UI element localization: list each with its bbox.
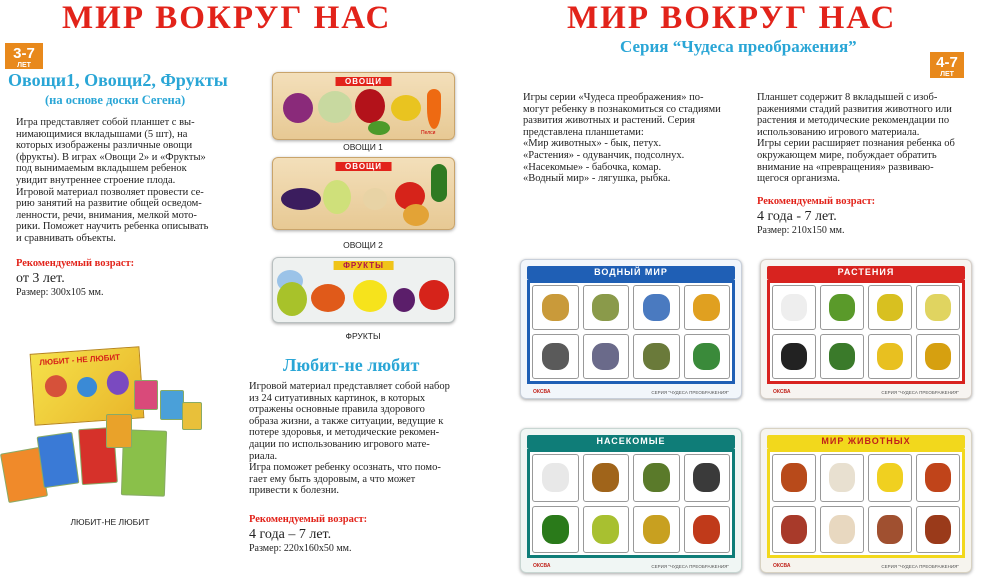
stage-cell[interactable] bbox=[916, 334, 960, 379]
text-line: использованию игрового материала. bbox=[757, 126, 920, 138]
caption-vegetables-2: ОВОЩИ 2 bbox=[343, 240, 383, 250]
text-line: нимающимися вкладышами (5 шт), на bbox=[16, 128, 188, 140]
stage-picture-icon bbox=[693, 463, 720, 492]
stage-cell[interactable] bbox=[583, 506, 630, 554]
stage-picture-icon bbox=[592, 294, 619, 322]
stage-cell[interactable] bbox=[868, 506, 912, 554]
product-size: Размер: 300х105 мм. bbox=[16, 287, 104, 298]
board-title: РАСТЕНИЯ bbox=[837, 267, 895, 277]
stage-cell[interactable] bbox=[820, 454, 864, 502]
board-title: МИР ЖИВОТНЫХ bbox=[821, 436, 911, 446]
stage-picture-icon bbox=[592, 343, 619, 371]
recommended-age-label: Рекомендуемый возраст: bbox=[757, 196, 876, 207]
text-line: «Мир животных» - бык, петух. bbox=[523, 138, 662, 150]
stage-cell[interactable] bbox=[532, 506, 579, 554]
stage-cell[interactable] bbox=[868, 285, 912, 330]
board-plants bbox=[760, 259, 972, 399]
text-line: ражениями стадий развития животного или bbox=[757, 103, 952, 115]
stage-picture-icon bbox=[829, 343, 854, 371]
product-description-vegetables bbox=[16, 117, 223, 245]
text-line: Игры серии расширяет познания ребенка об bbox=[757, 138, 955, 150]
stage-cell[interactable] bbox=[532, 334, 579, 379]
character-icon bbox=[76, 376, 97, 397]
stage-picture-icon bbox=[643, 343, 670, 371]
text-line: привести к болезни. bbox=[249, 485, 340, 497]
orange-icon bbox=[311, 284, 345, 312]
text-line: гает ему быть здоровым, а что может bbox=[249, 473, 416, 485]
stage-picture-icon bbox=[877, 463, 902, 492]
stage-cell[interactable] bbox=[583, 454, 630, 502]
beet-icon bbox=[283, 93, 313, 123]
stage-picture-icon bbox=[877, 294, 902, 322]
text-line: Игровой материал позволяет провести се- bbox=[16, 186, 204, 198]
stage-picture-icon bbox=[643, 515, 670, 544]
stage-cell[interactable] bbox=[633, 454, 680, 502]
right-page-title: МИР ВОКРУГ НАС bbox=[567, 0, 897, 36]
text-line: представлена планшетами: bbox=[523, 126, 644, 138]
character-icon bbox=[44, 374, 67, 397]
recommended-age-value: от 3 лет. bbox=[16, 271, 65, 286]
stage-cell[interactable] bbox=[868, 454, 912, 502]
stage-cell[interactable] bbox=[633, 506, 680, 554]
onion-icon bbox=[403, 204, 429, 226]
stage-picture-icon bbox=[781, 343, 806, 371]
stage-picture-icon bbox=[925, 463, 950, 492]
stage-picture-icon bbox=[542, 515, 569, 544]
caption-vegetables-1: ОВОЩИ 1 bbox=[343, 142, 383, 152]
stage-picture-icon bbox=[925, 515, 950, 544]
text-line: отражены основные правила здорового bbox=[249, 404, 425, 416]
stage-picture-icon bbox=[643, 294, 670, 322]
recommended-age-value: 4 года - 7 лет. bbox=[757, 209, 837, 224]
board-frame bbox=[527, 280, 735, 384]
board-vegetables-1 bbox=[272, 72, 455, 140]
badge-age: 3-7 bbox=[13, 45, 35, 62]
leek-icon bbox=[431, 164, 447, 202]
card bbox=[37, 432, 80, 489]
series-title: Серия “Чудеса преображения” bbox=[620, 37, 857, 56]
text-line: развития животных и растений. Серия bbox=[523, 115, 695, 127]
board-footer: СЕРИЯ "ЧУДЕСА ПРЕОБРАЖЕНИЯ" bbox=[881, 564, 959, 569]
apple-icon bbox=[419, 280, 449, 310]
text-line: Планшет содержит 8 вкладышей с изоб- bbox=[757, 92, 938, 103]
card bbox=[106, 414, 132, 448]
text-line: под вынимаемым вкладышем ребенок bbox=[16, 163, 187, 175]
board-vegetables-2 bbox=[272, 157, 455, 230]
cabbage-icon bbox=[318, 91, 352, 123]
board-footer: СЕРИЯ "ЧУДЕСА ПРЕОБРАЖЕНИЯ" bbox=[881, 390, 959, 395]
text-line: которых изображены различные овощи bbox=[16, 140, 193, 152]
card bbox=[182, 402, 202, 430]
board-title-bar bbox=[767, 266, 965, 280]
board-brand: ОКСВА bbox=[533, 389, 551, 395]
card bbox=[160, 390, 184, 420]
stage-picture-icon bbox=[542, 294, 569, 322]
text-line: потере здоровья, и методические рекомен- bbox=[249, 427, 440, 439]
board-footer: СЕРИЯ "ЧУДЕСА ПРЕОБРАЖЕНИЯ" bbox=[651, 390, 729, 395]
text-line: ленности, речи, внимания, мелкой мото- bbox=[16, 209, 197, 221]
card bbox=[134, 380, 158, 410]
cabbage-icon bbox=[323, 180, 351, 214]
board-brand: Пелси bbox=[421, 130, 436, 136]
text-line: рию занятий на развитие общей осведом- bbox=[16, 198, 202, 210]
stage-cell[interactable] bbox=[820, 506, 864, 554]
board-frame bbox=[527, 449, 735, 558]
stage-cell[interactable] bbox=[684, 334, 731, 379]
recommended-age-label: Рекомендуемый возраст: bbox=[16, 258, 135, 269]
text-line: окружающем мире, побуждает обратить bbox=[757, 149, 937, 161]
stage-cell[interactable] bbox=[820, 334, 864, 379]
stage-cell[interactable] bbox=[772, 285, 816, 330]
pepper-icon bbox=[391, 95, 421, 121]
board-brand: ОКСВА bbox=[773, 389, 791, 395]
text-line: «Растения» - одуванчик, подсолнух. bbox=[523, 149, 685, 161]
stage-cell[interactable] bbox=[684, 285, 731, 330]
board-brand: ОКСВА bbox=[533, 563, 551, 569]
stage-picture-icon bbox=[693, 515, 720, 544]
potato-icon bbox=[363, 188, 387, 210]
stage-cell[interactable] bbox=[772, 334, 816, 379]
stage-cell[interactable] bbox=[916, 285, 960, 330]
stage-cell[interactable] bbox=[868, 334, 912, 379]
text-line: и сравнивать объекты. bbox=[16, 232, 116, 244]
board-title-bar bbox=[767, 435, 965, 449]
product-size: Размер: 210х150 мм. bbox=[757, 225, 845, 236]
age-badge-left bbox=[5, 43, 43, 69]
stage-picture-icon bbox=[877, 515, 902, 544]
box-label: ЛЮБИТ - НЕ ЛЮБИТ bbox=[38, 352, 121, 368]
board-title-bar bbox=[527, 266, 735, 280]
board-fruits bbox=[272, 257, 455, 323]
text-line: Игра поможет ребенку осознать, что помо- bbox=[249, 462, 441, 474]
stage-picture-icon bbox=[693, 343, 720, 371]
product-heading-vegetables: Овощи1, Овощи2, Фрукты bbox=[8, 70, 228, 90]
stage-picture-icon bbox=[781, 463, 806, 492]
text-line: дации по использованию игрового мате- bbox=[249, 438, 430, 450]
text-line: (фрукты). В играх «Овощи 2» и «Фрукты» bbox=[16, 151, 206, 163]
plum-icon bbox=[393, 288, 415, 312]
stage-picture-icon bbox=[643, 463, 670, 492]
badge-age: 4-7 bbox=[936, 54, 958, 71]
stage-cell[interactable] bbox=[772, 506, 816, 554]
pear-icon bbox=[277, 282, 307, 316]
board-title-bar bbox=[527, 435, 735, 449]
text-line: растения и методические рекомендации по bbox=[757, 115, 950, 127]
carrot-icon bbox=[427, 89, 441, 129]
text-line: щегося организма. bbox=[757, 173, 840, 185]
stage-picture-icon bbox=[592, 515, 619, 544]
text-line: Игра представляет собой планшет с вы- bbox=[16, 117, 195, 128]
beetroot-icon bbox=[355, 89, 385, 123]
badge-unit: ЛЕТ bbox=[940, 71, 954, 78]
board-frame bbox=[767, 280, 965, 384]
product-subheading-vegetables: (на основе доски Сегена) bbox=[45, 93, 186, 107]
text-line: внимание на «превращения» развиваю- bbox=[757, 161, 934, 173]
recommended-age-value: 4 года – 7 лет. bbox=[249, 527, 332, 542]
caption-fruits: ФРУКТЫ bbox=[345, 331, 381, 341]
stage-cell[interactable] bbox=[633, 334, 680, 379]
text-line: Игры серии «Чудеса преображения» по- bbox=[523, 92, 704, 103]
stage-picture-icon bbox=[781, 515, 806, 544]
stage-cell[interactable] bbox=[916, 454, 960, 502]
board-strip: ОВОЩИ bbox=[335, 77, 392, 86]
caption-likes: ЛЮБИТ-НЕ ЛЮБИТ bbox=[70, 517, 150, 527]
stage-picture-icon bbox=[829, 463, 854, 492]
stage-picture-icon bbox=[693, 294, 720, 322]
stage-picture-icon bbox=[829, 294, 854, 322]
text-line: могут ребенку в познакомиться со стадиями bbox=[523, 103, 721, 115]
stage-picture-icon bbox=[542, 343, 569, 371]
stage-picture-icon bbox=[592, 463, 619, 492]
series-description-col1 bbox=[523, 92, 730, 185]
text-line: образа жизни, а также ситуации, ведущие к bbox=[249, 415, 444, 427]
badge-unit: ЛЕТ bbox=[17, 62, 31, 69]
stage-cell[interactable] bbox=[633, 285, 680, 330]
board-water-world bbox=[520, 259, 742, 399]
board-strip: ОВОЩИ bbox=[335, 162, 392, 171]
board-footer: СЕРИЯ "ЧУДЕСА ПРЕОБРАЖЕНИЯ" bbox=[651, 564, 729, 569]
recommended-age-label: Рекомендуемый возраст: bbox=[249, 514, 368, 525]
board-animal-world bbox=[760, 428, 972, 573]
product-size: Размер: 220х160х50 мм. bbox=[249, 543, 352, 554]
stage-picture-icon bbox=[781, 294, 806, 322]
stage-picture-icon bbox=[877, 343, 902, 371]
stage-cell[interactable] bbox=[772, 454, 816, 502]
game-box-photo bbox=[4, 350, 204, 510]
stage-picture-icon bbox=[829, 515, 854, 544]
stage-cell[interactable] bbox=[916, 506, 960, 554]
board-title: НАСЕКОМЫЕ bbox=[596, 436, 666, 446]
lemon-icon bbox=[353, 280, 387, 312]
character-icon bbox=[106, 370, 130, 395]
stage-picture-icon bbox=[542, 463, 569, 492]
text-line: Игровой материал представляет собой набор bbox=[249, 381, 450, 392]
series-description-col2 bbox=[757, 92, 967, 185]
stage-picture-icon bbox=[925, 343, 950, 371]
text-line: «Водный мир» - лягушка, рыбка. bbox=[523, 173, 671, 185]
text-line: рики. Поможет научить ребенка описывать bbox=[16, 221, 209, 233]
stage-cell[interactable] bbox=[583, 334, 630, 379]
left-page-title: МИР ВОКРУГ НАС bbox=[62, 0, 392, 36]
stage-cell[interactable] bbox=[532, 454, 579, 502]
board-title: ВОДНЫЙ МИР bbox=[594, 267, 668, 277]
product-description-likes bbox=[249, 381, 463, 497]
stage-cell[interactable] bbox=[684, 506, 731, 554]
text-line: из 24 ситуативных картинок, в которых bbox=[249, 392, 426, 404]
text-line: увидит внутреннее строение плода. bbox=[16, 174, 176, 186]
stage-picture-icon bbox=[925, 294, 950, 322]
age-badge-right bbox=[930, 52, 964, 78]
text-line: риала. bbox=[249, 450, 278, 462]
board-brand: ОКСВА bbox=[773, 563, 791, 569]
product-heading-likes: Любит-не любит bbox=[283, 355, 420, 375]
text-line: «Насекомые» - бабочка, комар. bbox=[523, 161, 662, 173]
eggplant-icon bbox=[281, 188, 321, 210]
board-strip: ФРУКТЫ bbox=[333, 261, 394, 270]
board-frame bbox=[767, 449, 965, 558]
board-insects bbox=[520, 428, 742, 573]
stage-cell[interactable] bbox=[532, 285, 579, 330]
peas-icon bbox=[368, 121, 390, 135]
stage-cell[interactable] bbox=[820, 285, 864, 330]
stage-cell[interactable] bbox=[583, 285, 630, 330]
stage-cell[interactable] bbox=[684, 454, 731, 502]
